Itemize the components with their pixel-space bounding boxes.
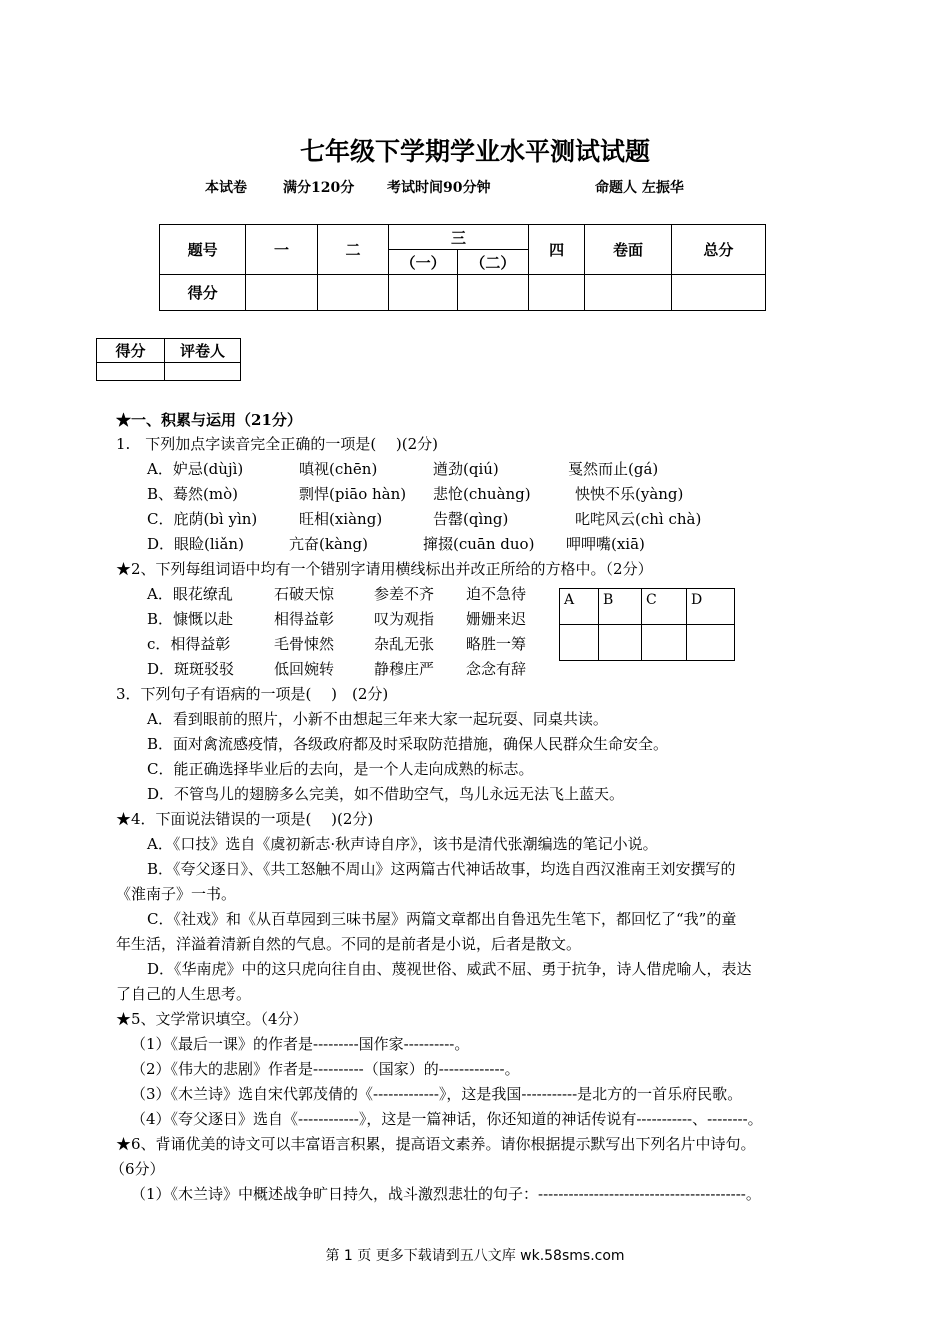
- q4-line: C．《社戏》和《从百草园到三味书屋》两篇文章都出自鲁迅先生笔下，都回忆了“我”的童: [147, 910, 737, 928]
- q1-option: 叱咤风云(chì chà): [575, 510, 702, 528]
- q2-answer-grid: [559, 588, 735, 661]
- section1-heading: ★一、积累与运用（21分）: [116, 411, 302, 429]
- q2-option: 念念有辞: [466, 660, 527, 678]
- score-cell[interactable]: [389, 275, 458, 311]
- score-header: 题号: [160, 225, 246, 275]
- q1-option: 剽悍(piāo hàn): [299, 485, 407, 503]
- score-cell[interactable]: [528, 275, 585, 311]
- score-table: [159, 224, 766, 311]
- q4-line: A．《口技》选自《虞初新志·秋声诗自序》，该书是清代张潮编选的笔记小说。: [147, 835, 658, 853]
- score-cell[interactable]: [585, 275, 671, 311]
- q1-option: 呷呷嘴(xiā): [566, 535, 645, 553]
- q3-option: A．看到眼前的照片，小新不由想起三年来大家一起玩耍、同桌共读。: [147, 710, 608, 728]
- q4-line: B．《夸父逐日》、《共工怒触不周山》这两篇古代神话故事，均选自西汉淮南王刘安撰写的: [147, 860, 736, 878]
- q1-option: 悲怆(chuàng): [433, 485, 531, 503]
- q4-line: D．《华南虎》中的这只虎向往自由、蔑视世俗、威武不屈、勇于抗争，诗人借虎喻人，表达: [147, 960, 752, 978]
- q1-option: 嗔视(chēn): [299, 460, 378, 478]
- q6-score: （6分）: [110, 1160, 165, 1178]
- q3-stem: 3．下列句子有语病的一项是( ) (2分): [116, 685, 389, 703]
- q2-stem: ★2、下列每组词语中均有一个错别字请用横线标出并改正所给的方格中。（2分）: [116, 560, 653, 578]
- score-header: 卷面: [585, 225, 671, 275]
- q1-option: 亢奋(kàng): [289, 535, 368, 553]
- page-title: 七年级下学期学业水平测试试题: [299, 137, 650, 166]
- q2-grid-label: A: [560, 589, 599, 625]
- q1-option: A．妒忌(dùjì): [147, 460, 244, 478]
- q2-option: 静穆庄严: [374, 660, 435, 678]
- grader-score-label: 得分: [97, 339, 165, 363]
- q2-grid-answer[interactable]: [687, 625, 735, 661]
- score-header: 二: [317, 225, 388, 275]
- q2-option: 参差不齐: [374, 585, 435, 603]
- q2-option: 石破天惊: [274, 585, 335, 603]
- score-subheader: （一）: [389, 250, 458, 275]
- q5-line: （4）《夸父逐日》选自《------------》，这是一篇神话，你还知道的神话传说有-----------、--------。: [131, 1110, 763, 1128]
- q2-grid-label: B: [599, 589, 642, 625]
- q2-option: 低回婉转: [274, 660, 335, 678]
- subtitle-time: 考试时间90分钟: [387, 180, 491, 196]
- q1-option: 怏怏不乐(yàng): [575, 485, 684, 503]
- grader-table: [96, 338, 241, 381]
- q2-option: 毛骨悚然: [274, 635, 335, 653]
- score-header: 三: [389, 225, 529, 250]
- score-cell[interactable]: [317, 275, 388, 311]
- q1-option: C．庇荫(bì yìn): [147, 510, 258, 528]
- q3-option: C．能正确选择毕业后的去向，是一个人走向成熟的标志。: [147, 760, 534, 778]
- q4-line: 《淮南子》一书。: [116, 885, 237, 903]
- score-subheader: （二）: [458, 250, 529, 275]
- score-cell[interactable]: [246, 275, 317, 311]
- q1-stem: 1. 下列加点字读音完全正确的一项是( )(2分): [116, 435, 439, 453]
- q2-option: 姗姗来迟: [466, 610, 527, 628]
- q2-option: D．斑斑驳驳: [147, 660, 235, 678]
- subtitle-author: 命题人 左振华: [595, 180, 684, 196]
- page-footer: 第 1 页 更多下载请到五八文库 wk.58sms.com: [325, 1248, 625, 1264]
- q2-option: A．眼花缭乱: [147, 585, 233, 603]
- q1-option: B、蓦然(mò): [147, 485, 238, 503]
- q2-option: 相得益彰: [274, 610, 335, 628]
- q2-option: 迫不急待: [466, 585, 527, 603]
- q2-option: 叹为观指: [374, 610, 435, 628]
- q2-grid-label: D: [687, 589, 735, 625]
- q5-line: （2）《伟大的悲剧》作者是----------（国家）的-------------。: [131, 1060, 520, 1078]
- q1-option: 戛然而止(gá): [568, 460, 659, 478]
- score-row-label: 得分: [160, 275, 246, 311]
- grader-score-cell[interactable]: [97, 363, 165, 381]
- q1-option: 旺相(xiàng): [299, 510, 383, 528]
- q2-grid-label: C: [642, 589, 687, 625]
- score-header: 一: [246, 225, 317, 275]
- q4-stem: ★4．下面说法错误的一项是( )(2分): [116, 810, 374, 828]
- q2-grid-answer[interactable]: [599, 625, 642, 661]
- q1-option: 遒劲(qiú): [433, 460, 499, 478]
- q5-line: （1）《最后一课》的作者是---------国作家----------。: [131, 1035, 470, 1053]
- score-header: 总分: [671, 225, 765, 275]
- subtitle-full-score: 满分120分: [283, 180, 355, 196]
- q3-option: B．面对禽流感疫情，各级政府都及时采取防范措施，确保人民群众生命安全。: [147, 735, 669, 753]
- q1-option: 告罄(qìng): [433, 510, 509, 528]
- q1-option: D．眼睑(liǎn): [147, 535, 244, 553]
- q3-option: D．不管鸟儿的翅膀多么完美，如不借助空气，鸟儿永远无法飞上蓝天。: [147, 785, 625, 803]
- q2-grid-answer[interactable]: [560, 625, 599, 661]
- score-header: 四: [528, 225, 585, 275]
- q5-line: （3）《木兰诗》选自宋代郭茂倩的《-------------》，这是我国-----------是北方的一首乐府民歌。: [131, 1085, 743, 1103]
- q2-option: c．相得益彰: [147, 635, 231, 653]
- score-cell[interactable]: [458, 275, 529, 311]
- q2-option: B．慷慨以赴: [147, 610, 234, 628]
- q6-line: （1）《木兰诗》中概述战争旷日持久，战斗激烈悲壮的句子：-----------------------------------------。: [131, 1185, 761, 1203]
- q4-line: 了自己的人生思考。: [116, 985, 252, 1003]
- grader-name-cell[interactable]: [165, 363, 241, 381]
- q2-grid-answer[interactable]: [642, 625, 687, 661]
- grader-label: 评卷人: [165, 339, 241, 363]
- q5-stem: ★5、文学常识填空。（4分）: [116, 1010, 308, 1028]
- q6-stem: ★6、背诵优美的诗文可以丰富语言积累，提高语文素养。请你根据提示默写出下列名片中诗句。: [116, 1135, 756, 1153]
- q4-line: 年生活，洋溢着清新自然的气息。不同的是前者是小说，后者是散文。: [116, 935, 582, 953]
- q2-option: 杂乱无张: [374, 635, 435, 653]
- q1-option: 撺掇(cuān duo): [423, 535, 535, 553]
- score-cell[interactable]: [671, 275, 765, 311]
- q2-option: 略胜一筹: [466, 635, 527, 653]
- subtitle-paper: 本试卷: [205, 180, 247, 196]
